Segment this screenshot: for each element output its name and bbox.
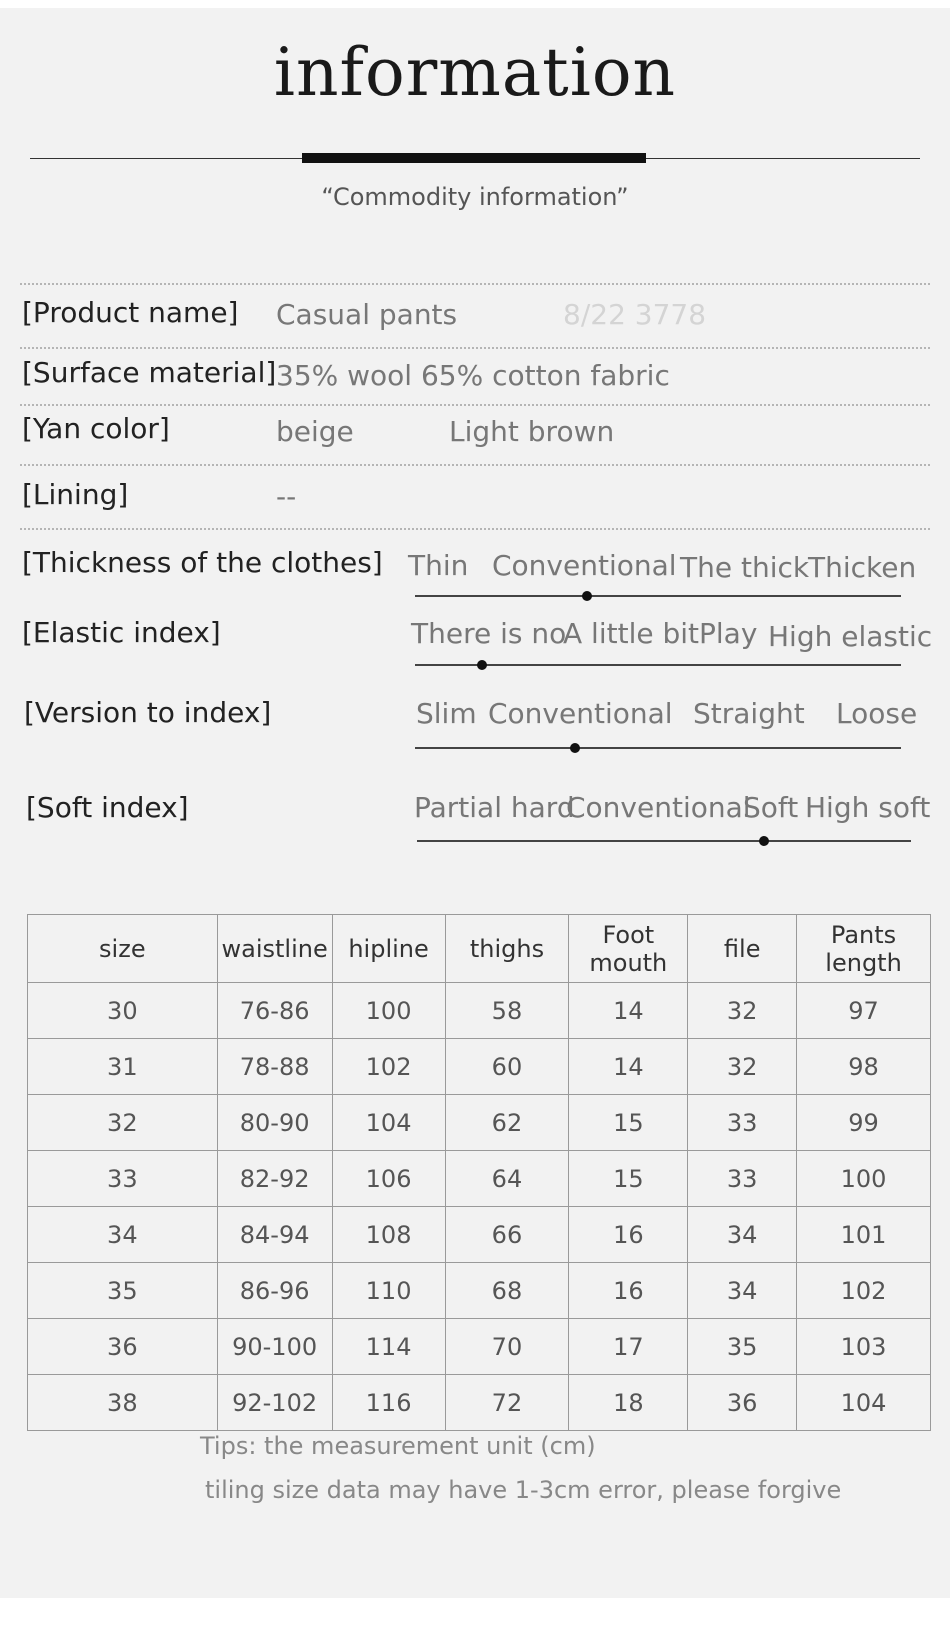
table-cell: 30: [28, 983, 218, 1039]
table-cell: 72: [445, 1375, 569, 1431]
yan-color-value: Light brown: [449, 415, 615, 448]
dotted-divider: [20, 464, 930, 466]
table-row: [28, 1095, 931, 1151]
version-label: [Version to index]: [24, 696, 272, 729]
table-cell: 31: [28, 1039, 218, 1095]
table-cell: 17: [569, 1319, 688, 1375]
table-cell: 76-86: [217, 983, 332, 1039]
table-row: [28, 1319, 931, 1375]
thickness-label: [Thickness of the clothes]: [22, 546, 383, 579]
lining-label: [Lining]: [22, 478, 129, 511]
size-table: [27, 914, 931, 1431]
elastic-option: High elastic: [768, 620, 933, 653]
table-row: [28, 1039, 931, 1095]
dotted-divider: [20, 404, 930, 406]
soft-option: Partial hard: [414, 791, 575, 824]
table-cell: 14: [569, 983, 688, 1039]
table-cell: 100: [332, 983, 445, 1039]
version-indicator-dot: [570, 743, 580, 753]
table-cell: 102: [332, 1039, 445, 1095]
table-cell: 33: [688, 1151, 797, 1207]
product-code: 8/22 3778: [563, 298, 707, 331]
table-cell: 60: [445, 1039, 569, 1095]
soft-indicator-dot: [759, 836, 769, 846]
table-cell: 92-102: [217, 1375, 332, 1431]
table-header-row: [28, 915, 931, 983]
table-cell: 90-100: [217, 1319, 332, 1375]
thickness-option: Conventional: [492, 549, 677, 582]
dotted-divider: [20, 347, 930, 349]
table-cell: 102: [797, 1263, 931, 1319]
table-cell: 34: [688, 1263, 797, 1319]
soft-option: Conventional: [566, 791, 751, 824]
thickness-option: Thicken: [808, 551, 917, 584]
table-row: [28, 1151, 931, 1207]
table-cell: 15: [569, 1151, 688, 1207]
table-row: [28, 983, 931, 1039]
tip-line-2: tiling size data may have 1-3cm error, please forgive: [205, 1476, 842, 1504]
version-scale-line: [415, 747, 901, 749]
table-cell: 101: [797, 1207, 931, 1263]
table-cell: 32: [688, 983, 797, 1039]
elastic-option: A little bit: [563, 617, 700, 650]
table-cell: 82-92: [217, 1151, 332, 1207]
table-cell: 103: [797, 1319, 931, 1375]
table-row: [28, 1263, 931, 1319]
version-option: Conventional: [488, 697, 673, 730]
table-cell: 98: [797, 1039, 931, 1095]
table-cell: 70: [445, 1319, 569, 1375]
table-header-cell: thighs: [445, 915, 569, 983]
table-cell: 36: [28, 1319, 218, 1375]
soft-label: [Soft index]: [26, 791, 189, 824]
elastic-scale-line: [415, 664, 901, 666]
table-cell: 38: [28, 1375, 218, 1431]
table-cell: 36: [688, 1375, 797, 1431]
version-option: Slim: [416, 697, 477, 730]
table-cell: 35: [28, 1263, 218, 1319]
product-name-label: [Product name]: [22, 296, 239, 329]
table-header-cell: Pants length: [797, 915, 931, 983]
soft-scale-line: [417, 840, 911, 842]
dotted-divider: [20, 528, 930, 530]
table-cell: 68: [445, 1263, 569, 1319]
table-cell: 16: [569, 1263, 688, 1319]
thickness-option: Thin: [408, 549, 469, 582]
table-cell: 32: [688, 1039, 797, 1095]
table-cell: 18: [569, 1375, 688, 1431]
table-cell: 97: [797, 983, 931, 1039]
table-cell: 99: [797, 1095, 931, 1151]
table-cell: 116: [332, 1375, 445, 1431]
surface-material-value: 35% wool 65% cotton fabric: [276, 359, 670, 392]
elastic-option: There is no: [411, 617, 567, 650]
table-header-cell: waistline: [217, 915, 332, 983]
table-cell: 14: [569, 1039, 688, 1095]
yan-color-value: beige: [276, 415, 354, 448]
table-cell: 110: [332, 1263, 445, 1319]
table-cell: 84-94: [217, 1207, 332, 1263]
table-cell: 100: [797, 1151, 931, 1207]
surface-material-label: [Surface material]: [22, 356, 277, 389]
table-row: [28, 1207, 931, 1263]
dotted-divider: [20, 283, 930, 285]
soft-option: High soft: [805, 791, 931, 824]
table-cell: 108: [332, 1207, 445, 1263]
table-cell: 33: [28, 1151, 218, 1207]
table-cell: 78-88: [217, 1039, 332, 1095]
table-cell: 106: [332, 1151, 445, 1207]
product-name-value: Casual pants: [276, 298, 458, 331]
table-header-cell: hipline: [332, 915, 445, 983]
page-title: information: [273, 34, 677, 111]
version-option: Straight: [693, 697, 805, 730]
table-cell: 104: [797, 1375, 931, 1431]
page-subtitle: “Commodity information”: [321, 183, 629, 211]
table-cell: 58: [445, 983, 569, 1039]
table-cell: 16: [569, 1207, 688, 1263]
table-header-cell: file: [688, 915, 797, 983]
table-cell: 35: [688, 1319, 797, 1375]
soft-option: Soft: [743, 791, 799, 824]
table-cell: 62: [445, 1095, 569, 1151]
table-cell: 34: [28, 1207, 218, 1263]
elastic-label: [Elastic index]: [22, 616, 221, 649]
elastic-option: Play: [699, 617, 758, 650]
thickness-indicator-dot: [582, 591, 592, 601]
table-cell: 33: [688, 1095, 797, 1151]
table-cell: 86-96: [217, 1263, 332, 1319]
table-cell: 64: [445, 1151, 569, 1207]
table-cell: 66: [445, 1207, 569, 1263]
elastic-indicator-dot: [477, 660, 487, 670]
table-row: [28, 1375, 931, 1431]
lining-value: --: [276, 480, 297, 513]
table-cell: 114: [332, 1319, 445, 1375]
table-header-cell: size: [28, 915, 218, 983]
table-cell: 15: [569, 1095, 688, 1151]
version-option: Loose: [836, 697, 918, 730]
table-cell: 80-90: [217, 1095, 332, 1151]
table-cell: 104: [332, 1095, 445, 1151]
thickness-scale-line: [415, 595, 901, 597]
title-divider-accent: [302, 153, 646, 163]
thickness-option: The thick: [680, 551, 810, 584]
tip-line-1: Tips: the measurement unit (cm): [200, 1432, 596, 1460]
table-header-cell: Foot mouth: [569, 915, 688, 983]
table-cell: 34: [688, 1207, 797, 1263]
table-cell: 32: [28, 1095, 218, 1151]
yan-color-label: [Yan color]: [22, 412, 170, 445]
